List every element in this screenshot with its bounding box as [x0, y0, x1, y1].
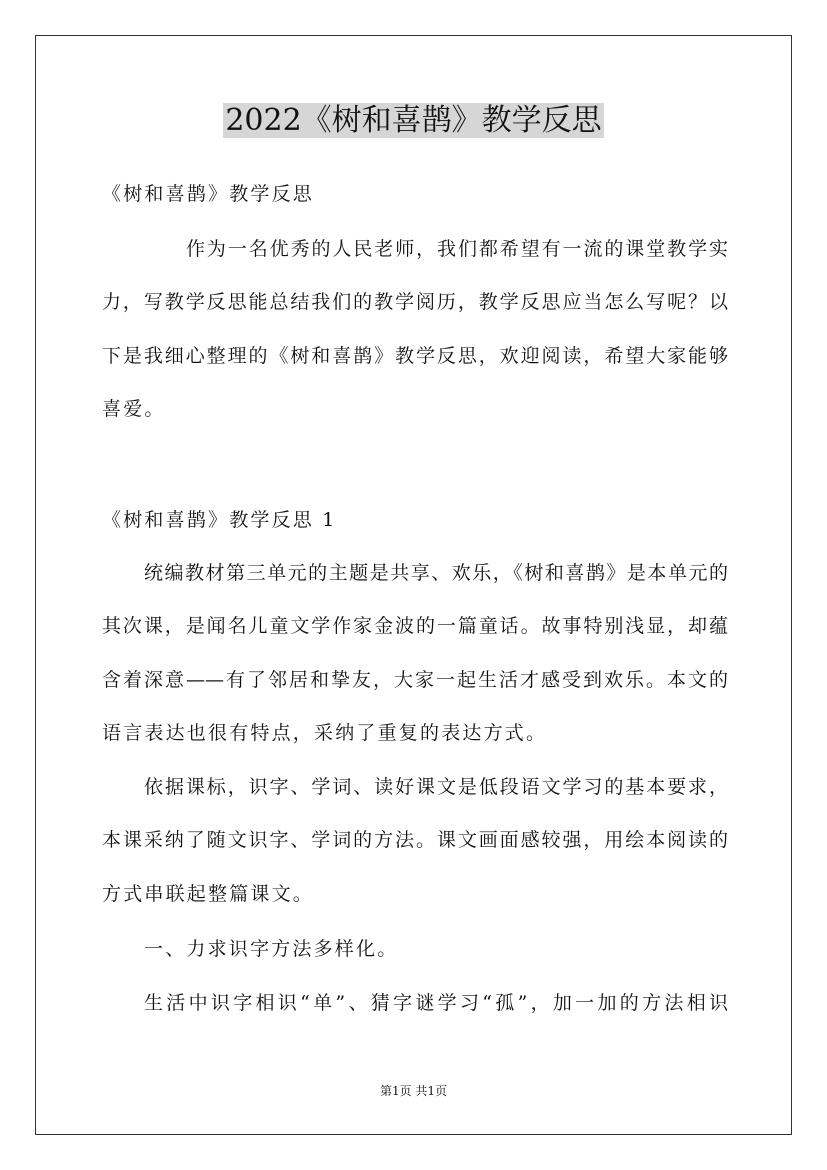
intro-line-4: 喜爱。	[102, 398, 166, 420]
para1-line-4: 语言表达也很有特点，采纳了重复的表达方式。	[102, 722, 548, 744]
para2-line-2: 本课采纳了随文识字、学词的方法。课文画面感较强，用绘本阅读的	[102, 829, 728, 851]
para1-line-3: 含着深意——有了邻居和挚友，大家一起生活才感受到欢乐。本文的	[102, 669, 728, 691]
para1-line-2: 其次课，是闻名儿童文学作家金波的一篇童话。故事特别浅显，却蕴	[102, 615, 728, 637]
document-title: 2022《树和喜鹊》教学反思	[225, 103, 602, 138]
intro-line-3: 下是我细心整理的《树和喜鹊》教学反思，欢迎阅读，希望大家能够	[102, 345, 728, 367]
para3-line-1: 生活中识字相识“单”、猜字谜学习“孤”，加一加的方法相识	[144, 992, 728, 1014]
page-footer	[0, 1083, 827, 1099]
intro-line-2: 力，写教学反思能总结我们的教学阅历，教学反思应当怎么写呢？以	[102, 291, 728, 313]
section-heading: 《树和喜鹊》教学反思 1	[102, 509, 337, 531]
para1-line-1: 统编教材第三单元的主题是共享、欢乐，《树和喜鹊》是本单元的	[144, 562, 728, 584]
document-subtitle: 《树和喜鹊》教学反思	[102, 183, 315, 205]
para2-line-1: 依据课标，识字、学词、读好课文是低段语文学习的基本要求，	[144, 776, 728, 798]
document-title-wrap	[0, 100, 827, 142]
page-number: 第1页 共1页	[379, 1084, 448, 1098]
para2-line-3: 方式串联起整篇课文。	[102, 883, 315, 905]
intro-line-1: 作为一名优秀的人民老师，我们都希望有一流的课堂教学实	[186, 238, 728, 260]
point-1-heading: 一、力求识字方法多样化。	[144, 938, 399, 960]
